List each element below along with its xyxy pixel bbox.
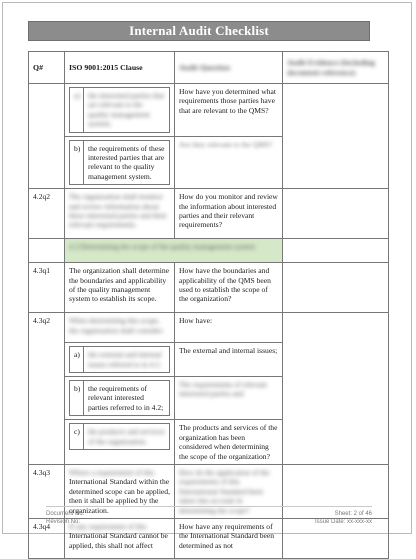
clause-letter: a) bbox=[70, 347, 84, 373]
header-clause: ISO 9001:2015 Clause bbox=[65, 52, 175, 84]
question-cell: How do the application of the requirements of this International Standard been taken into account in determining the scope? bbox=[175, 464, 283, 518]
evidence-cell bbox=[283, 189, 389, 239]
table-row bbox=[29, 263, 389, 313]
q-cell: 4.2q2 bbox=[29, 189, 65, 239]
clause-cell bbox=[65, 84, 175, 137]
q-cell: 4.3q1 bbox=[29, 263, 65, 313]
section-heading: 4.3 Determining the scope of the quality management system bbox=[65, 239, 283, 263]
header-q: Q# bbox=[29, 52, 65, 84]
table-row bbox=[29, 84, 389, 137]
q-cell: 4.3q2 bbox=[29, 313, 65, 465]
clause-letter: c) bbox=[70, 424, 84, 450]
question-cell: How have the boundaries and applicability of the QMS been used to establish the scope of the organization? bbox=[175, 263, 283, 313]
clause-letter: b) bbox=[70, 381, 84, 416]
evidence-cell bbox=[283, 263, 389, 313]
clause-cell bbox=[65, 136, 175, 189]
question-cell: The products and services of the organization has been considered when determining the scope of the organization? bbox=[175, 420, 283, 465]
clause-cell: The organization shall determine the boundaries and applicability of the quality management system to establish its scope. bbox=[65, 263, 175, 313]
document-number-label: Document No: bbox=[46, 511, 85, 517]
sheet-number: Sheet: 2 of 46 bbox=[334, 511, 372, 517]
clause-cell: The organization shall monitor and review information about these interested parties and their relevant requirements. bbox=[65, 189, 175, 239]
q-cell: 4.3q4 bbox=[29, 518, 65, 558]
revision-number-label: Revision No: bbox=[46, 519, 81, 525]
clause-text: the external and internal issues referred to in 4.1; bbox=[84, 347, 170, 373]
issue-date: Issue Date: xx-xxx-xx bbox=[314, 519, 372, 525]
clause-cell: Where a requirement of this International Standard within the determined scope can be applied, then it shall be applied by the organization. bbox=[65, 464, 175, 518]
question-cell: How do you monitor and review the information about interested parties and their relevant requirements? bbox=[175, 189, 283, 239]
clause-text: the products and services of the organization. bbox=[84, 424, 170, 450]
evidence-cell bbox=[283, 84, 389, 189]
table-row bbox=[29, 189, 389, 239]
audit-checklist-table bbox=[28, 51, 389, 559]
question-cell: How have any requirements of the International Standard been determined as not bbox=[175, 518, 283, 558]
section-row bbox=[29, 239, 389, 263]
header-evidence: Audit Evidence (Including document reference) bbox=[283, 52, 389, 84]
q-cell bbox=[29, 239, 65, 263]
question-cell: The external and internal issues; bbox=[175, 343, 283, 377]
clause-text: the requirements of these interested parties that are relevant to the quality management system. bbox=[84, 140, 170, 185]
clause-letter: a) bbox=[70, 88, 84, 133]
clause-cell bbox=[65, 377, 175, 420]
clause-text: the interested parties that are relevant to the quality management system; bbox=[84, 88, 170, 133]
clause-cell: When determining this scope, the organization shall consider: bbox=[65, 313, 175, 343]
question-cell: How have you determined what requirements those parties have that are relevant to the QMS? bbox=[175, 84, 283, 137]
evidence-cell bbox=[283, 313, 389, 465]
table-row bbox=[29, 313, 389, 343]
header-question: Audit Question bbox=[175, 52, 283, 84]
evidence-cell bbox=[283, 239, 389, 263]
clause-cell: If any requirement of this International Standard cannot be applied, this shall not affect bbox=[65, 518, 175, 558]
question-cell: The requirements of relevant interested parties and bbox=[175, 377, 283, 420]
question-cell: Are they relevant to the QMS? bbox=[175, 136, 283, 189]
question-cell: How have: bbox=[175, 313, 283, 343]
clause-text: the requirements of relevant interested parties referred to in 4.2; bbox=[84, 381, 170, 416]
page-footer bbox=[46, 506, 372, 526]
clause-letter: b) bbox=[70, 140, 84, 185]
table-header-row bbox=[29, 52, 389, 84]
clause-cell bbox=[65, 420, 175, 465]
document-title: Internal Audit Checklist bbox=[28, 21, 370, 41]
q-cell: 4.3q3 bbox=[29, 464, 65, 518]
q-cell bbox=[29, 84, 65, 189]
clause-cell bbox=[65, 343, 175, 377]
